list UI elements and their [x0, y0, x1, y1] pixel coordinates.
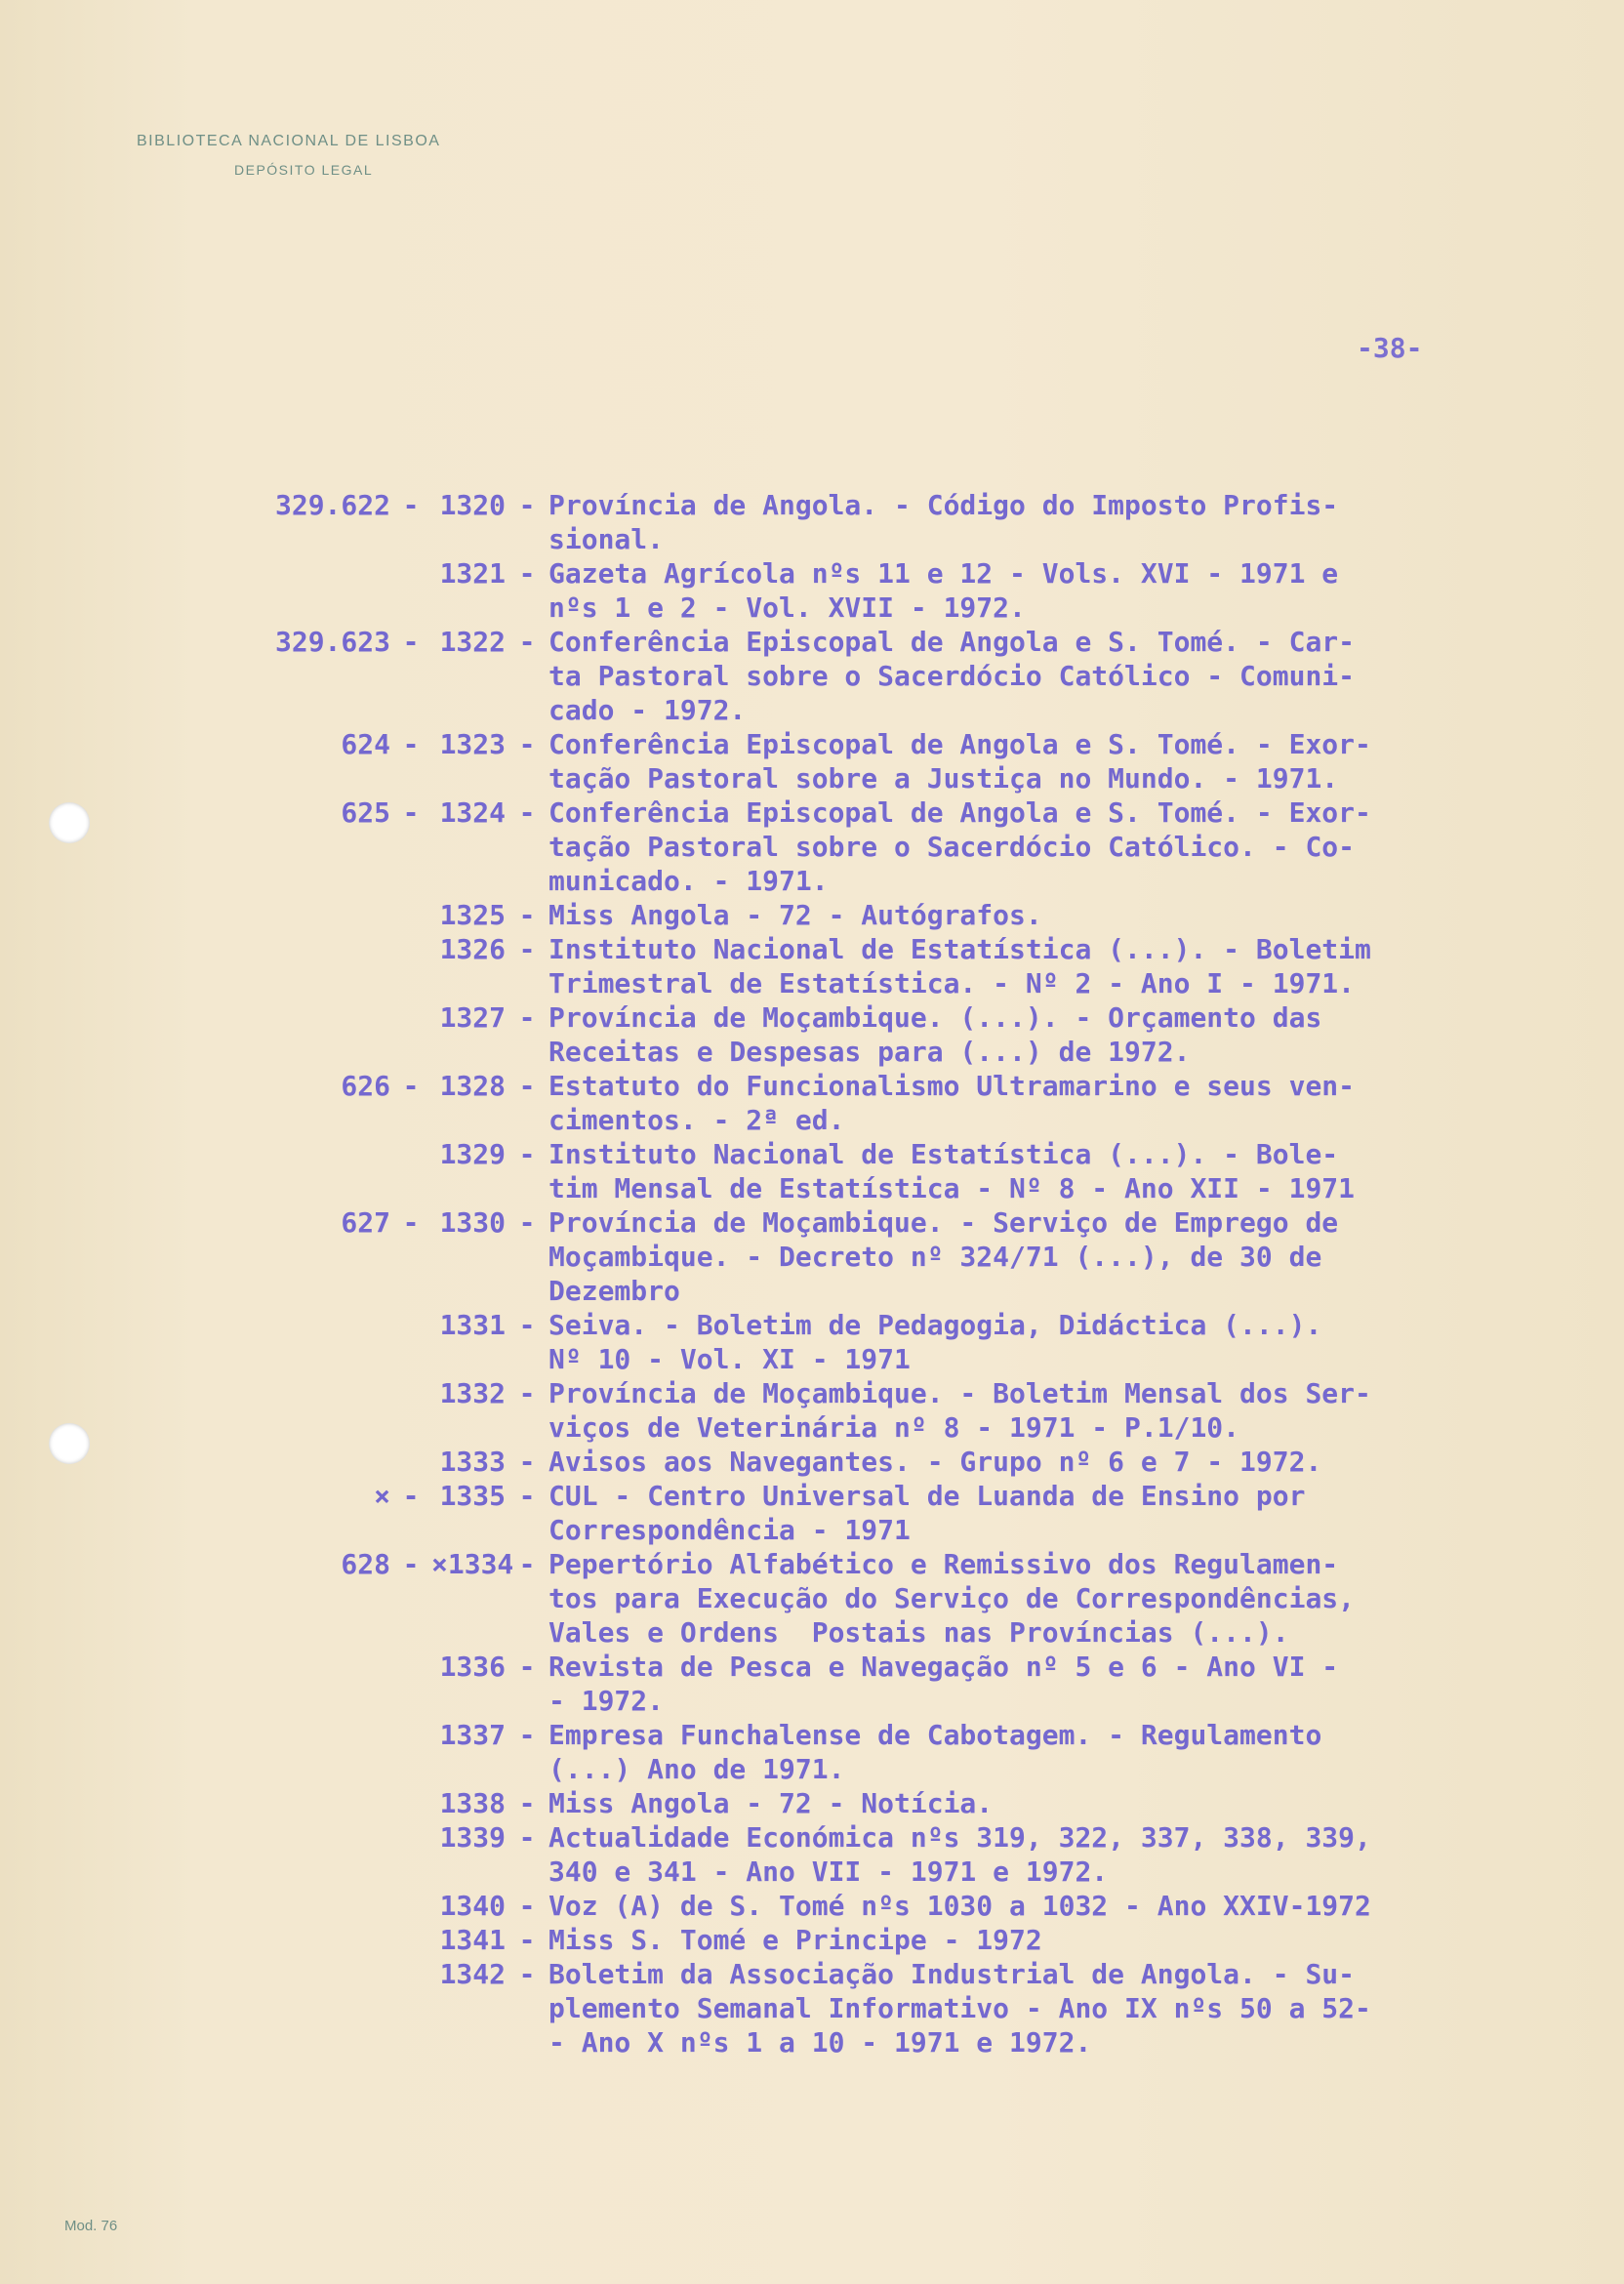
entry-line: Instituto Nacional de Estatística (...). - Bole-: [548, 1138, 1339, 1170]
catalog-entry: [234, 1137, 1542, 1205]
entry-description: [548, 556, 1524, 625]
separator-dash: -: [402, 1070, 420, 1102]
separator-dash: -: [402, 796, 420, 829]
separator-dash: -: [518, 796, 536, 829]
entry-line: Instituto Nacional de Estatística (...). - Boletim: [548, 933, 1371, 965]
entry-number: 1339: [439, 1821, 506, 1854]
catalog-entry: [234, 1786, 1542, 1820]
catalog-entry: [234, 625, 1542, 727]
separator-dash: [390, 556, 431, 625]
classification-code: 626: [341, 1070, 390, 1102]
separator-dash: -: [518, 1719, 536, 1751]
entry-description: [548, 625, 1524, 727]
entry-description: [548, 727, 1524, 795]
entry-number: 1335: [439, 1480, 506, 1512]
classification-code: [234, 1000, 390, 1069]
entry-line: (...) Ano de 1971.: [548, 1753, 845, 1785]
classification-code: [234, 1308, 390, 1376]
entry-line: Voz (A) de S. Tomé nºs 1030 a 1032 - Ano XXIV-1972: [548, 1890, 1371, 1922]
separator-dash: -: [518, 1924, 536, 1956]
punch-hole: [49, 802, 90, 843]
entry-number: 1324: [439, 796, 506, 829]
classification-code: 624: [341, 728, 390, 760]
entry-number: ×1334: [431, 1548, 514, 1580]
catalog-entry: [234, 1923, 1542, 1957]
entry-line: Boletim da Associação Industrial de Angola. - Su-: [548, 1958, 1356, 1990]
catalog-entry: [234, 1650, 1542, 1718]
entry-line: Vales e Ordens Postais nas Províncias (...).: [548, 1616, 1289, 1649]
catalog-entry: [234, 898, 1542, 932]
entry-line: Correspondência - 1971: [548, 1514, 911, 1546]
separator-dash: -: [518, 1548, 536, 1580]
separator-dash: [390, 1957, 431, 2060]
separator-dash: -: [518, 1001, 536, 1034]
classification-code: 628: [341, 1548, 390, 1580]
separator-dash: [390, 898, 431, 932]
entry-number: 1331: [439, 1309, 506, 1341]
entry-number: 1341: [439, 1924, 506, 1956]
catalog-entries-list: [234, 488, 1542, 2060]
entry-line: Conferência Episcopal de Angola e S. Tomé. - Car-: [548, 626, 1356, 658]
catalog-entry: [234, 1547, 1542, 1650]
entry-description: [548, 1786, 1524, 1820]
form-code: Mod. 76: [64, 2218, 118, 2234]
separator-dash: -: [518, 1377, 536, 1409]
entry-description: [548, 1445, 1524, 1479]
classification-code: [234, 932, 390, 1000]
separator-dash: -: [518, 489, 536, 521]
classification-code: [234, 1718, 390, 1786]
entry-description: [548, 1820, 1524, 1889]
catalog-entry: [234, 1205, 1542, 1308]
separator-dash: [390, 1718, 431, 1786]
entry-line: Miss S. Tomé e Principe - 1972: [548, 1924, 1042, 1956]
entry-description: [548, 795, 1524, 898]
catalog-entry: [234, 1376, 1542, 1445]
entry-line: - Ano X nºs 1 a 10 - 1971 e 1972.: [548, 2026, 1092, 2059]
classification-code: 627: [341, 1206, 390, 1239]
separator-dash: -: [518, 557, 536, 590]
entry-line: Província de Angola. - Código do Imposto Profis-: [548, 489, 1339, 521]
institution-name: BIBLIOTECA NACIONAL DE LISBOA: [137, 133, 441, 149]
classification-code: [234, 1786, 390, 1820]
separator-dash: [390, 1137, 431, 1205]
entry-line: Avisos aos Navegantes. - Grupo nº 6 e 7 - 1972.: [548, 1446, 1322, 1478]
entry-number: 1332: [439, 1377, 506, 1409]
entry-description: [548, 1205, 1524, 1308]
entry-line: Dezembro: [548, 1275, 680, 1307]
catalog-entry: [234, 1718, 1542, 1786]
entry-number: 1323: [439, 728, 506, 760]
classification-code: [234, 1376, 390, 1445]
catalog-entry: [234, 556, 1542, 625]
entry-number: 1330: [439, 1206, 506, 1239]
classification-code: [234, 1957, 390, 2060]
entry-number: 1321: [439, 557, 506, 590]
separator-dash: [390, 1308, 431, 1376]
entry-line: Estatuto do Funcionalismo Ultramarino e seus ven-: [548, 1070, 1356, 1102]
punch-hole: [49, 1423, 90, 1464]
entry-line: CUL - Centro Universal de Luanda de Ensino por: [548, 1480, 1306, 1512]
classification-code: [234, 1137, 390, 1205]
separator-dash: [390, 1000, 431, 1069]
entry-number: 1327: [439, 1001, 506, 1034]
entry-number: 1329: [439, 1138, 506, 1170]
entry-number: 1338: [439, 1787, 506, 1819]
separator-dash: -: [402, 626, 420, 658]
separator-dash: -: [518, 1787, 536, 1819]
classification-code: [234, 1889, 390, 1923]
classification-code: [234, 1923, 390, 1957]
entry-line: ta Pastoral sobre o Sacerdócio Católico - Comuni-: [548, 660, 1356, 692]
classification-code: 625: [341, 796, 390, 829]
separator-dash: -: [518, 1958, 536, 1990]
separator-dash: -: [518, 1070, 536, 1102]
entry-line: Empresa Funchalense de Cabotagem. - Regulamento: [548, 1719, 1322, 1751]
entry-line: plemento Semanal Informativo - Ano IX nºs 50 a 52-: [548, 1992, 1371, 2024]
entry-number: 1337: [439, 1719, 506, 1751]
separator-dash: -: [518, 1446, 536, 1478]
entry-line: municado. - 1971.: [548, 865, 829, 897]
separator-dash: -: [518, 1651, 536, 1683]
catalog-entry: [234, 488, 1542, 556]
entry-description: [548, 1650, 1524, 1718]
entry-number: 1340: [439, 1890, 506, 1922]
separator-dash: -: [518, 1480, 536, 1512]
entry-description: [548, 1376, 1524, 1445]
entry-description: [548, 488, 1524, 556]
entry-line: Miss Angola - 72 - Autógrafos.: [548, 899, 1042, 931]
entry-line: Província de Moçambique. - Serviço de Emprego de: [548, 1206, 1339, 1239]
entry-description: [548, 1957, 1524, 2060]
entry-number: 1342: [439, 1958, 506, 1990]
separator-dash: -: [518, 1890, 536, 1922]
entry-line: tim Mensal de Estatística - Nº 8 - Ano XII - 1971: [548, 1172, 1356, 1204]
entry-line: 340 e 341 - Ano VII - 1971 e 1972.: [548, 1856, 1109, 1888]
department-name: DEPÓSITO LEGAL: [234, 162, 374, 178]
entry-line: Actualidade Económica nºs 319, 322, 337, 338, 339,: [548, 1821, 1371, 1854]
entry-line: Conferência Episcopal de Angola e S. Tomé. - Exor-: [548, 728, 1371, 760]
letterhead: [137, 133, 440, 178]
catalog-entry: [234, 1000, 1542, 1069]
entry-line: Moçambique. - Decreto nº 324/71 (...), de 30 de: [548, 1241, 1322, 1273]
entry-description: [548, 1889, 1524, 1923]
entry-description: [548, 1069, 1524, 1137]
entry-line: nºs 1 e 2 - Vol. XVII - 1972.: [548, 591, 1026, 624]
entry-line: sional.: [548, 523, 665, 555]
entry-line: Nº 10 - Vol. XI - 1971: [548, 1343, 911, 1375]
catalog-entry: [234, 1479, 1542, 1547]
entry-line: Província de Moçambique. (...). - Orçamento das: [548, 1001, 1322, 1034]
entry-line: Província de Moçambique. - Boletim Mensal dos Ser-: [548, 1377, 1371, 1409]
entry-number: 1326: [439, 933, 506, 965]
classification-code: 329.622: [274, 489, 390, 521]
catalog-entry: [234, 1308, 1542, 1376]
catalog-entry: [234, 1820, 1542, 1889]
entry-description: [548, 898, 1524, 932]
entry-line: Seiva. - Boletim de Pedagogia, Didáctica (...).: [548, 1309, 1322, 1341]
separator-dash: -: [518, 1206, 536, 1239]
classification-code: [234, 1445, 390, 1479]
separator-dash: [390, 1889, 431, 1923]
classification-code: [234, 556, 390, 625]
entry-line: Trimestral de Estatística. - Nº 2 - Ano I - 1971.: [548, 967, 1356, 999]
separator-dash: [390, 1650, 431, 1718]
entry-number: 1333: [439, 1446, 506, 1478]
separator-dash: [390, 1786, 431, 1820]
entry-line: viços de Veterinária nº 8 - 1971 - P.1/10.: [548, 1411, 1240, 1444]
entry-line: - 1972.: [548, 1685, 665, 1717]
separator-dash: -: [402, 1548, 420, 1580]
separator-dash: -: [402, 489, 420, 521]
entry-description: [548, 1000, 1524, 1069]
catalog-entry: [234, 1445, 1542, 1479]
separator-dash: -: [402, 1480, 420, 1512]
classification-code: 329.623: [274, 626, 390, 658]
entry-line: Miss Angola - 72 - Notícia.: [548, 1787, 994, 1819]
entry-line: cado - 1972.: [548, 694, 747, 726]
classification-code: [234, 1650, 390, 1718]
classification-code: ×: [374, 1480, 390, 1512]
entry-description: [548, 1547, 1524, 1650]
separator-dash: [390, 1923, 431, 1957]
entry-line: Revista de Pesca e Navegação nº 5 e 6 - Ano VI -: [548, 1651, 1339, 1683]
entry-description: [548, 1718, 1524, 1786]
entry-line: Receitas e Despesas para (...) de 1972.: [548, 1036, 1191, 1068]
entry-description: [548, 1923, 1524, 1957]
entry-number: 1336: [439, 1651, 506, 1683]
entry-number: 1328: [439, 1070, 506, 1102]
separator-dash: -: [518, 1821, 536, 1854]
catalog-entry: [234, 1957, 1542, 2060]
separator-dash: -: [518, 1138, 536, 1170]
entry-description: [548, 1308, 1524, 1376]
page-number: -38-: [1357, 332, 1423, 364]
separator-dash: -: [518, 1309, 536, 1341]
entry-line: tação Pastoral sobre a Justiça no Mundo. - 1971.: [548, 762, 1339, 795]
separator-dash: [390, 1376, 431, 1445]
separator-dash: [390, 932, 431, 1000]
catalog-entry: [234, 1889, 1542, 1923]
entry-number: 1325: [439, 899, 506, 931]
separator-dash: -: [518, 933, 536, 965]
separator-dash: [390, 1820, 431, 1889]
entry-line: tos para Execução do Serviço de Correspondências,: [548, 1582, 1356, 1614]
entry-number: 1322: [439, 626, 506, 658]
entry-line: cimentos. - 2ª ed.: [548, 1104, 845, 1136]
entry-description: [548, 1137, 1524, 1205]
entry-line: tação Pastoral sobre o Sacerdócio Católico. - Co-: [548, 831, 1356, 863]
entry-number: 1320: [439, 489, 506, 521]
classification-code: [234, 1820, 390, 1889]
entry-line: Conferência Episcopal de Angola e S. Tomé. - Exor-: [548, 796, 1371, 829]
separator-dash: -: [518, 728, 536, 760]
catalog-entry: [234, 932, 1542, 1000]
catalog-entry: [234, 1069, 1542, 1137]
separator-dash: -: [402, 728, 420, 760]
entry-line: Gazeta Agrícola nºs 11 e 12 - Vols. XVI - 1971 e: [548, 557, 1339, 590]
entry-description: [548, 1479, 1524, 1547]
separator-dash: -: [518, 899, 536, 931]
classification-code: [234, 898, 390, 932]
catalog-entry: [234, 795, 1542, 898]
entry-description: [548, 932, 1524, 1000]
separator-dash: -: [402, 1206, 420, 1239]
separator-dash: -: [518, 626, 536, 658]
separator-dash: [390, 1445, 431, 1479]
catalog-entry: [234, 727, 1542, 795]
entry-line: Pepertório Alfabético e Remissivo dos Regulamen-: [548, 1548, 1339, 1580]
